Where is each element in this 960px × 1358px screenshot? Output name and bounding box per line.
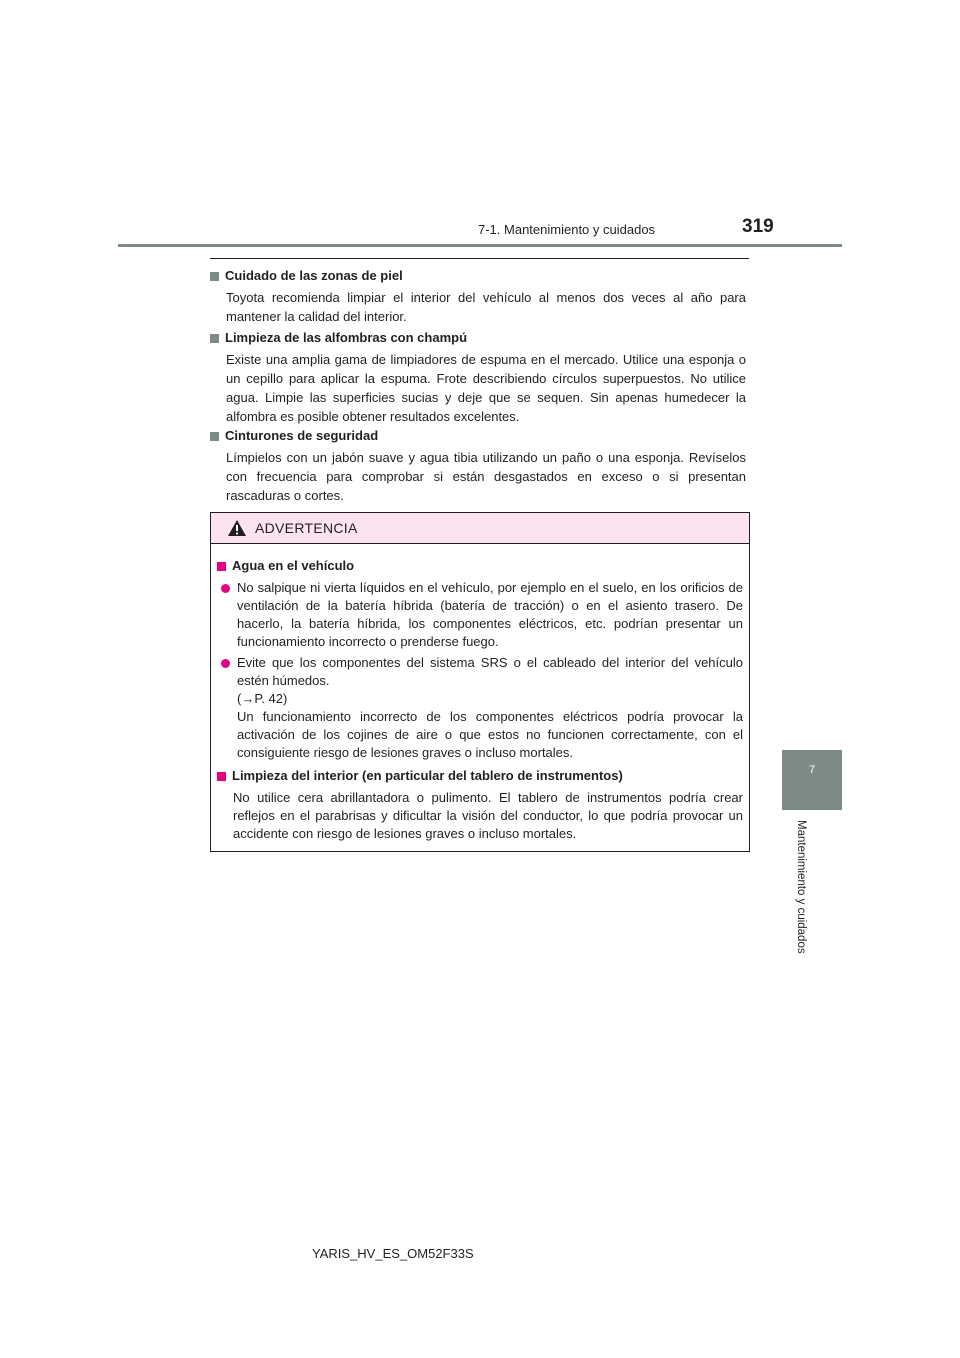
section-body: Existe una amplia gama de limpiadores de espuma en el mercado. Utilice una esponja o un cepillo para aplicar la espuma. Frote describiendo círculos superpuestos. No utilice agua. Limpie las superficies sucias y deje que se sequen. Sin apenas humedecer la alfombra es posible obtener resultados excelentes.: [226, 352, 746, 424]
warning-content: [211, 544, 749, 843]
warning-box: [210, 512, 750, 852]
bullet-line: Un funcionamiento incorrecto de los componentes eléctricos podría provocar la activación de los cojines de aire o que estos no funcionen correctamente, con el consiguiente riesgo de lesiones graves o incluso mortales.: [237, 709, 743, 760]
chapter-side-label: Mantenimiento y cuidados: [795, 820, 807, 954]
warning-bullet: [221, 654, 743, 762]
warning-bullet: [221, 579, 743, 651]
section-title-text: Cinturones de seguridad: [225, 428, 379, 443]
section-title: [210, 426, 746, 446]
chapter-tab: [782, 750, 842, 810]
section-title-text: Cuidado de las zonas de piel: [225, 268, 403, 283]
bullet-text: [237, 654, 743, 762]
section-title: [210, 266, 746, 286]
round-bullet-icon: [221, 584, 230, 593]
square-bullet-icon: [210, 334, 219, 343]
section-body: Toyota recomienda limpiar el interior del vehículo al menos dos veces al año para mantener la calidad del interior.: [226, 290, 746, 324]
section-title-text: Limpieza de las alfombras con champú: [225, 330, 468, 345]
square-bullet-icon: [217, 562, 226, 571]
section-title: [210, 328, 746, 348]
square-bullet-icon: [217, 772, 226, 781]
warning-item-title: [217, 556, 743, 576]
warning-item-title-text: Agua en el vehículo: [232, 558, 355, 573]
warning-item-body: No utilice cera abrillantadora o pulimento. El tablero de instrumentos podría crear reflejos en el parabrisas y dificultar la visión del conductor, lo que podría provocar un accidente con riesgo de lesiones graves o incluso mortales.: [233, 790, 743, 841]
content-divider: [210, 258, 749, 259]
warning-triangle-icon: [227, 519, 247, 537]
section-seat-belts: [210, 426, 746, 505]
header-section-title: 7-1. Mantenimiento y cuidados: [478, 222, 656, 237]
square-bullet-icon: [210, 432, 219, 441]
header-divider: [118, 244, 842, 247]
document-code: YARIS_HV_ES_OM52F33S: [312, 1246, 474, 1261]
warning-item-title: [217, 766, 743, 786]
warning-title: ADVERTENCIA: [255, 520, 358, 536]
section-body: Límpielos con un jabón suave y agua tibia utilizando un paño o una esponja. Revíselos con frecuencia para comprobar si están desgastados en exceso o si presentan rascaduras o cortes.: [226, 450, 746, 503]
chapter-number: 7: [808, 764, 816, 776]
square-bullet-icon: [210, 272, 219, 281]
round-bullet-icon: [221, 659, 230, 668]
page-reference: (→P. 42): [237, 691, 288, 706]
bullet-text: No salpique ni vierta líquidos en el vehículo, por ejemplo en el suelo, en los orificios de ventilación de la batería híbrida (batería de tracción) o en el asiento trasero. De hacerlo, la batería híbrida, los componentes eléctricos, etc. podrían presentar un funcionamiento incorrecto o prenderse fuego.: [237, 580, 743, 649]
section-leather-care: [210, 266, 746, 326]
bullet-line: Evite que los componentes del sistema SRS o el cableado del interior del vehículo estén húmedos.: [237, 655, 743, 688]
section-carpet-shampoo: [210, 328, 746, 426]
warning-item-title-text: Limpieza del interior (en particular del tablero de instrumentos): [232, 768, 623, 783]
page-number: 319: [742, 216, 774, 237]
warning-header: [211, 513, 749, 544]
